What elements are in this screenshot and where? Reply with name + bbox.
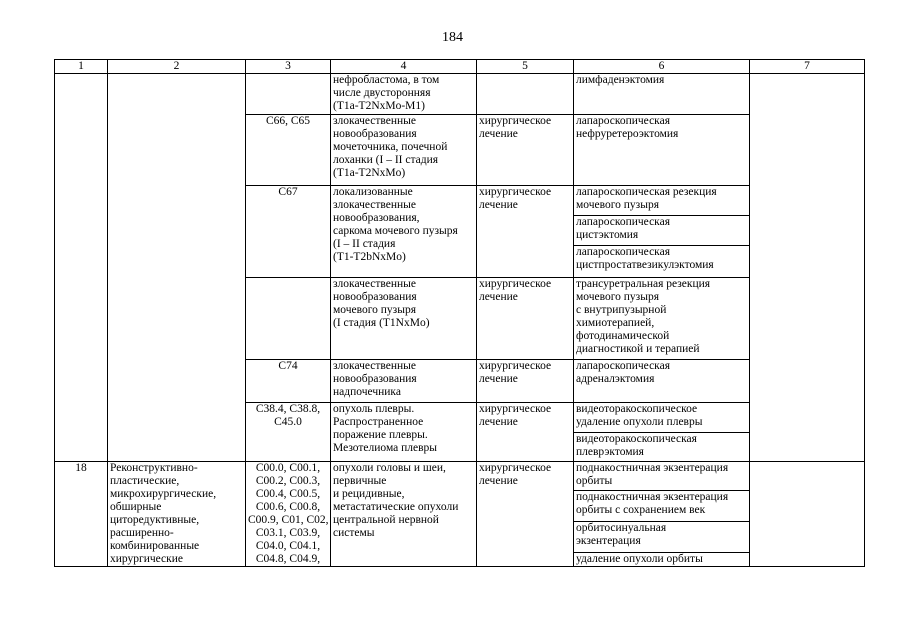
cell-treatment: хирургическое лечение bbox=[477, 403, 574, 462]
header-row bbox=[55, 60, 865, 74]
cell-method: лапароскопическая нефруретероэктомия bbox=[574, 115, 750, 186]
cell-method: лапароскопическая цистэктомия bbox=[574, 216, 750, 246]
cell-number bbox=[55, 74, 108, 462]
cell-method: лапароскопическая цистпростатвезикулэктомия bbox=[574, 246, 750, 278]
cell-method: поднакостничная экзентерация орбиты bbox=[574, 462, 750, 491]
cell-diagnosis: опухоли головы и шеи, первичные и рецидивные, метастатические опухоли центральной нервной системы bbox=[331, 462, 477, 567]
cell-diagnosis: злокачественные новообразования надпочечника bbox=[331, 360, 477, 403]
cell-diagnosis: злокачественные новообразования мочевого пузыря (I стадия (T1NxMo) bbox=[331, 278, 477, 360]
cell-treatment: хирургическое лечение bbox=[477, 115, 574, 186]
cell-codes: C67 bbox=[246, 186, 331, 278]
cell-codes bbox=[246, 278, 331, 360]
cell-treatment: хирургическое лечение bbox=[477, 278, 574, 360]
cell-diagnosis: злокачественные новообразования мочеточника, почечной лоханки (I – II стадия (T1a-T2NxMo) bbox=[331, 115, 477, 186]
cell-diagnosis: опухоль плевры. Распространенное поражение плевры. Мезотелиома плевры bbox=[331, 403, 477, 462]
table-row bbox=[55, 462, 865, 491]
page-number: 184 bbox=[442, 30, 463, 45]
header-col-3: 3 bbox=[246, 60, 331, 74]
cell-treatment: хирургическое лечение bbox=[477, 360, 574, 403]
cell-diagnosis: локализованные злокачественные новообразования, саркома мочевого пузыря (I – II стадия (T1-T2bNxMo) bbox=[331, 186, 477, 278]
header-col-6: 6 bbox=[574, 60, 750, 74]
header-col-7: 7 bbox=[750, 60, 865, 74]
cell-group bbox=[108, 74, 246, 462]
cell-method: орбитосинуальная экзентерация bbox=[574, 522, 750, 553]
cell-codes: C74 bbox=[246, 360, 331, 403]
header-col-4: 4 bbox=[331, 60, 477, 74]
cell-treatment bbox=[477, 74, 574, 115]
cell-method: поднакостничная экзентерация орбиты с сохранением век bbox=[574, 491, 750, 522]
header-col-1: 1 bbox=[55, 60, 108, 74]
cell-method: трансуретральная резекция мочевого пузыря с внутрипузырной химиотерапией, фотодинамической диагностикой и терапией bbox=[574, 278, 750, 360]
cell-codes bbox=[246, 74, 331, 115]
cell-diagnosis: нефробластома, в том числе двусторонняя (T1a-T2NxMo-M1) bbox=[331, 74, 477, 115]
cell-codes: C38.4, C38.8, C45.0 bbox=[246, 403, 331, 462]
cell-method: видеоторакоскопическое удаление опухоли плевры bbox=[574, 403, 750, 433]
header-col-5: 5 bbox=[477, 60, 574, 74]
cell-method: видеоторакоскопическая плеврэктомия bbox=[574, 433, 750, 462]
cell-group: Реконструктивно- пластические, микрохирургические, обширные циторедуктивные, расширенно- комбинированные хирургические bbox=[108, 462, 246, 567]
cell-treatment: хирургическое лечение bbox=[477, 186, 574, 278]
medical-care-table bbox=[54, 59, 865, 567]
cell-method: лапароскопическая резекция мочевого пузыря bbox=[574, 186, 750, 216]
cell-codes: C66, C65 bbox=[246, 115, 331, 186]
cell-method: удаление опухоли орбиты bbox=[574, 553, 750, 567]
cell-method: лапароскопическая адреналэктомия bbox=[574, 360, 750, 403]
cell-codes: C00.0, C00.1, C00.2, C00.3, C00.4, C00.5, C00.6, C00.8, C00.9, C01, C02, C03.1, C03.9, C04.0, C04.1, C04.8, C04.9, bbox=[246, 462, 331, 567]
header-col-2: 2 bbox=[108, 60, 246, 74]
cell-method: лимфаденэктомия bbox=[574, 74, 750, 115]
cell-treatment: хирургическое лечение bbox=[477, 462, 574, 567]
table-row bbox=[55, 74, 865, 115]
cell-col7 bbox=[750, 462, 865, 567]
cell-number: 18 bbox=[55, 462, 108, 567]
cell-col7 bbox=[750, 74, 865, 462]
